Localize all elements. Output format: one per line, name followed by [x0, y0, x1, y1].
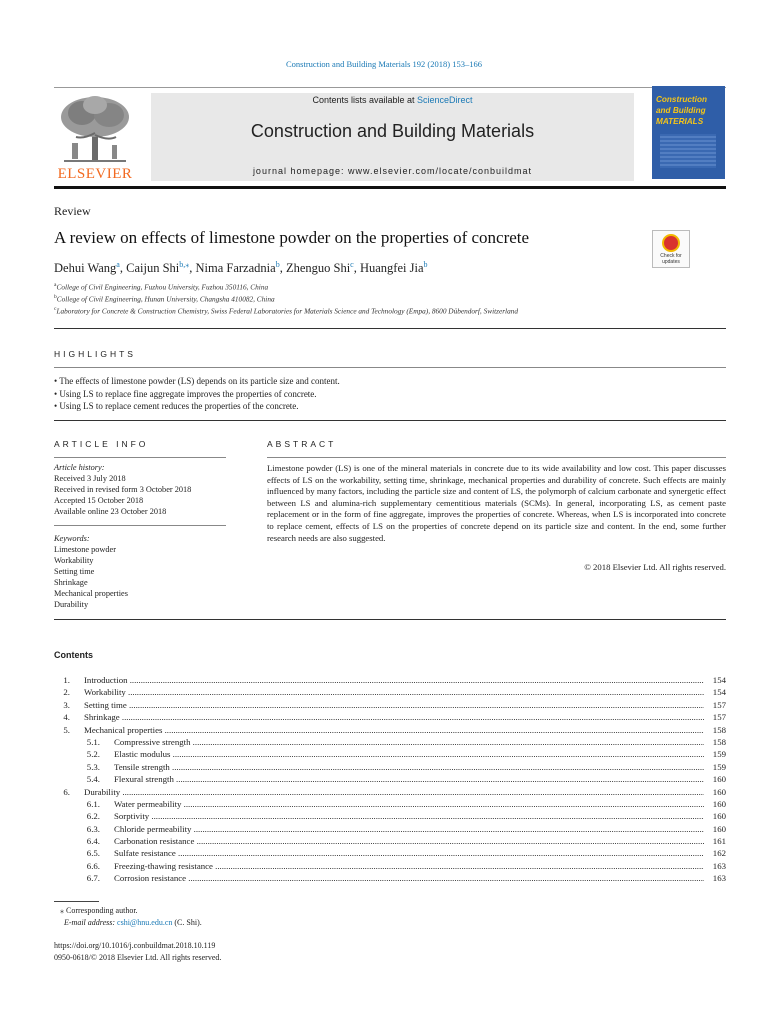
elsevier-logo[interactable] — [54, 93, 144, 181]
affiliation-mark: a — [54, 282, 57, 288]
author-name[interactable]: Nima Farzadnia — [195, 261, 276, 276]
affiliation — [54, 306, 518, 315]
keywords-rule — [54, 525, 226, 526]
toc-page: 160 — [712, 823, 726, 834]
history-item: Received 3 July 2018 — [54, 474, 126, 483]
email-label: E-mail address: — [64, 918, 116, 927]
toc-number: 6.4. — [86, 836, 100, 847]
toc-label[interactable]: Introduction ..... — [84, 674, 704, 686]
contents-title: Contents — [54, 650, 93, 660]
toc-page: 159 — [712, 749, 726, 760]
toc-page: 163 — [712, 860, 726, 871]
toc-entry[interactable] — [54, 835, 726, 847]
section-rule — [54, 420, 726, 421]
toc-label[interactable]: Corrosion resistance ..... — [114, 872, 704, 884]
author-marks[interactable]: a — [116, 260, 120, 269]
toc-label[interactable]: Sorptivity ..... — [114, 810, 704, 822]
abstract-text: Limestone powder (LS) is one of the mineral materials in concrete due to its wide availability and low cost. This paper discusses effects of LS on the workability, setting time, shrinkage, mechanical properties and durability of concrete. Such effects are mainly influenced by many factors, including the particle size and content of LS, the polymorph of calcium carbonate and synergetic effect between LS and alumina-rich supplementary cementitious materials (SCMs). In general, incorporating LS, as cement paste replacement or in the form of fine aggregate, improves the properties of concrete. Whereas, when LS is incorporated into concrete to replace cement, effects of LS on the properties of concrete depend on its particle size and content. In the end, some further research needs are also suggested. — [267, 463, 726, 543]
abstract-rule — [267, 457, 726, 458]
email-suffix: (C. Shi). — [174, 918, 202, 927]
toc-entry[interactable] — [54, 773, 726, 785]
toc-entry[interactable] — [54, 736, 726, 748]
toc-number: 6. — [63, 786, 70, 797]
author-name[interactable]: Dehui Wang — [54, 261, 117, 276]
affiliation — [54, 294, 275, 303]
author-marks[interactable]: c — [350, 260, 354, 269]
affiliation-text: College of Civil Engineering, Fuzhou University, Fuzhou 350116, China — [56, 282, 269, 292]
toc-number: 3. — [63, 699, 70, 710]
toc-entry[interactable] — [54, 748, 726, 760]
toc-number: 5. — [63, 724, 70, 735]
toc-entry[interactable] — [54, 786, 726, 798]
toc-label[interactable]: Setting time ..... — [84, 699, 704, 711]
toc-entry[interactable] — [54, 699, 726, 711]
highlight-text: The effects of limestone powder (LS) depends on its particle size and content. — [59, 376, 340, 386]
abstract-heading: ABSTRACT — [267, 439, 337, 449]
footnote-rule — [54, 901, 99, 902]
toc-label[interactable]: Workability ..... — [84, 686, 704, 698]
table-of-contents — [54, 674, 726, 885]
highlights-heading: HIGHLIGHTS — [54, 349, 136, 359]
toc-page: 162 — [712, 848, 726, 859]
affiliation-mark: c — [54, 306, 57, 312]
toc-label[interactable]: Compressive strength ..... — [114, 736, 704, 748]
journal-masthead — [151, 93, 634, 181]
keywords-label: Keywords: — [54, 534, 90, 543]
toc-number: 6.6. — [86, 860, 100, 871]
toc-page: 160 — [712, 786, 726, 797]
toc-number: 6.2. — [86, 811, 100, 822]
keyword: Workability — [54, 556, 94, 565]
contents-prefix: Contents lists available at — [312, 95, 418, 105]
check-for-updates-badge[interactable] — [652, 230, 690, 268]
toc-label[interactable]: Chloride permeability ..... — [114, 823, 704, 835]
toc-page: 159 — [712, 761, 726, 772]
keyword: Limestone powder — [54, 545, 116, 554]
toc-entry[interactable] — [54, 686, 726, 698]
cover-title: Construction and Building MATERIALS — [656, 95, 707, 126]
footnote-mark: ⁎ — [60, 906, 64, 915]
toc-entry[interactable] — [54, 810, 726, 822]
journal-citation[interactable]: Construction and Building Materials 192 (2018) 153–166 — [286, 59, 482, 69]
affiliation-text: College of Civil Engineering, Hunan University, Changsha 410082, China — [56, 294, 275, 304]
journal-cover[interactable] — [652, 86, 725, 179]
highlight-text: Using LS to replace fine aggregate improves the properties of concrete. — [59, 389, 317, 399]
toc-page: 163 — [712, 873, 726, 884]
toc-entry[interactable] — [54, 860, 726, 872]
check-updates-label: Check for updates — [660, 253, 682, 265]
author-marks[interactable]: b — [275, 260, 280, 269]
history-label: Article history: — [54, 463, 105, 472]
affiliation-mark: b — [54, 294, 57, 300]
keyword: Shrinkage — [54, 578, 88, 587]
toc-page: 157 — [712, 699, 726, 710]
toc-entry[interactable] — [54, 724, 726, 736]
history-item: Received in revised form 3 October 2018 — [54, 485, 192, 494]
doi-link[interactable]: https://doi.org/10.1016/j.conbuildmat.2018.10.119 — [54, 941, 216, 950]
article-info-heading: ARTICLE INFO — [54, 439, 149, 449]
toc-page: 154 — [712, 687, 726, 698]
toc-page: 158 — [712, 724, 726, 735]
history-item: Available online 23 October 2018 — [54, 507, 167, 516]
bookmark-icon — [662, 234, 680, 252]
toc-label[interactable]: Durability ..... — [84, 786, 704, 798]
contents-available-line — [151, 95, 634, 105]
toc-entry[interactable] — [54, 711, 726, 723]
toc-number: 5.4. — [86, 774, 100, 785]
author-marks[interactable]: b,⁎ — [179, 260, 190, 269]
toc-number: 6.1. — [86, 798, 100, 809]
toc-page: 160 — [712, 774, 726, 785]
highlight-item: • Using LS to replace cement reduces the properties of the concrete. — [54, 401, 299, 411]
toc-page: 157 — [712, 712, 726, 723]
history-item: Accepted 15 October 2018 — [54, 496, 144, 505]
article-history — [54, 462, 191, 517]
toc-number: 4. — [63, 712, 70, 723]
affiliation-text: Laboratory for Concrete & Construction Chemistry, Swiss Federal Laboratories for Materials Science and Technology (Empa), 8600 Dübendorf, Switzerland — [56, 306, 519, 316]
publisher-wordmark: ELSEVIER — [57, 166, 133, 182]
corresponding-author-note — [60, 906, 138, 915]
author-name[interactable]: Caijun Shi — [126, 261, 180, 276]
article-type: Review — [54, 204, 91, 218]
sciencedirect-link[interactable]: ScienceDirect — [417, 95, 473, 105]
keyword: Mechanical properties — [54, 589, 128, 598]
article-title: A review on effects of limestone powder on the properties of concrete — [54, 228, 530, 247]
highlight-item: • The effects of limestone powder (LS) depends on its particle size and content. — [54, 376, 340, 386]
toc-entry[interactable] — [54, 761, 726, 773]
toc-label[interactable]: Tensile strength ..... — [114, 761, 704, 773]
cover-pattern — [660, 134, 716, 168]
toc-number: 6.7. — [86, 873, 100, 884]
issn-line: 0950-0618/© 2018 Elsevier Ltd. All rights reserved. — [54, 953, 222, 962]
toc-number: 5.3. — [86, 761, 100, 772]
author-name[interactable]: Huangfei Jia — [359, 261, 424, 276]
toc-label[interactable]: Carbonation resistance ..... — [114, 835, 704, 847]
highlights-rule — [54, 367, 726, 368]
section-rule — [54, 328, 726, 329]
header-rule — [54, 87, 726, 88]
toc-label[interactable]: Shrinkage ..... — [84, 711, 704, 723]
toc-number: 2. — [63, 687, 70, 698]
journal-homepage[interactable]: journal homepage: www.elsevier.com/locate/conbuildmat — [252, 166, 533, 176]
toc-page: 158 — [712, 736, 726, 747]
toc-page: 160 — [712, 798, 726, 809]
highlight-item: • Using LS to replace fine aggregate improves the properties of concrete. — [54, 389, 317, 399]
toc-entry[interactable] — [54, 872, 726, 884]
article-info-rule — [54, 457, 226, 458]
toc-entry[interactable] — [54, 847, 726, 859]
toc-page: 154 — [712, 675, 726, 685]
toc-entry[interactable] — [54, 798, 726, 810]
toc-label[interactable]: Mechanical properties ..... — [84, 724, 704, 736]
author-list: Dehui Wang$^a$, Caijun Shi$^{b,⁎}$, Nima Farzadnia$^b$, Zhenguo Shi$^c$, Huangfei Jia$^b$ — [54, 260, 428, 276]
journal-name: Construction and Building Materials — [250, 121, 535, 141]
toc-number: 6.5. — [86, 848, 100, 859]
toc-label[interactable]: Elastic modulus ..... — [114, 748, 704, 760]
author-marks[interactable]: b — [423, 260, 428, 269]
section-rule — [54, 619, 726, 620]
highlight-text: Using LS to replace cement reduces the properties of the concrete. — [59, 401, 299, 411]
toc-number: 5.1. — [86, 736, 100, 747]
tree-icon — [54, 93, 136, 165]
keywords — [54, 533, 128, 610]
affiliation — [54, 282, 268, 291]
toc-number: 6.3. — [86, 823, 100, 834]
abstract-copyright: © 2018 Elsevier Ltd. All rights reserved. — [584, 562, 726, 572]
toc-label[interactable]: Water permeability ..... — [114, 798, 704, 810]
toc-page: 161 — [712, 836, 726, 847]
toc-page: 160 — [712, 811, 726, 822]
author-name[interactable]: Zhenguo Shi — [285, 261, 351, 276]
masthead-rule — [54, 186, 726, 189]
email-note — [64, 918, 202, 927]
toc-label[interactable]: Sulfate resistance ..... — [114, 847, 704, 859]
toc-entry[interactable] — [54, 823, 726, 835]
toc-label[interactable]: Freezing-thawing resistance ..... — [114, 860, 704, 872]
toc-number: 5.2. — [86, 749, 100, 760]
keyword: Setting time — [54, 567, 95, 576]
corresponding-label: Corresponding author. — [66, 906, 138, 915]
email-link[interactable]: cshi@hnu.edu.cn — [117, 918, 173, 927]
keyword: Durability — [54, 600, 89, 609]
toc-number: 1. — [63, 675, 70, 685]
toc-label[interactable]: Flexural strength ..... — [114, 773, 704, 785]
toc-entry[interactable] — [54, 674, 726, 686]
